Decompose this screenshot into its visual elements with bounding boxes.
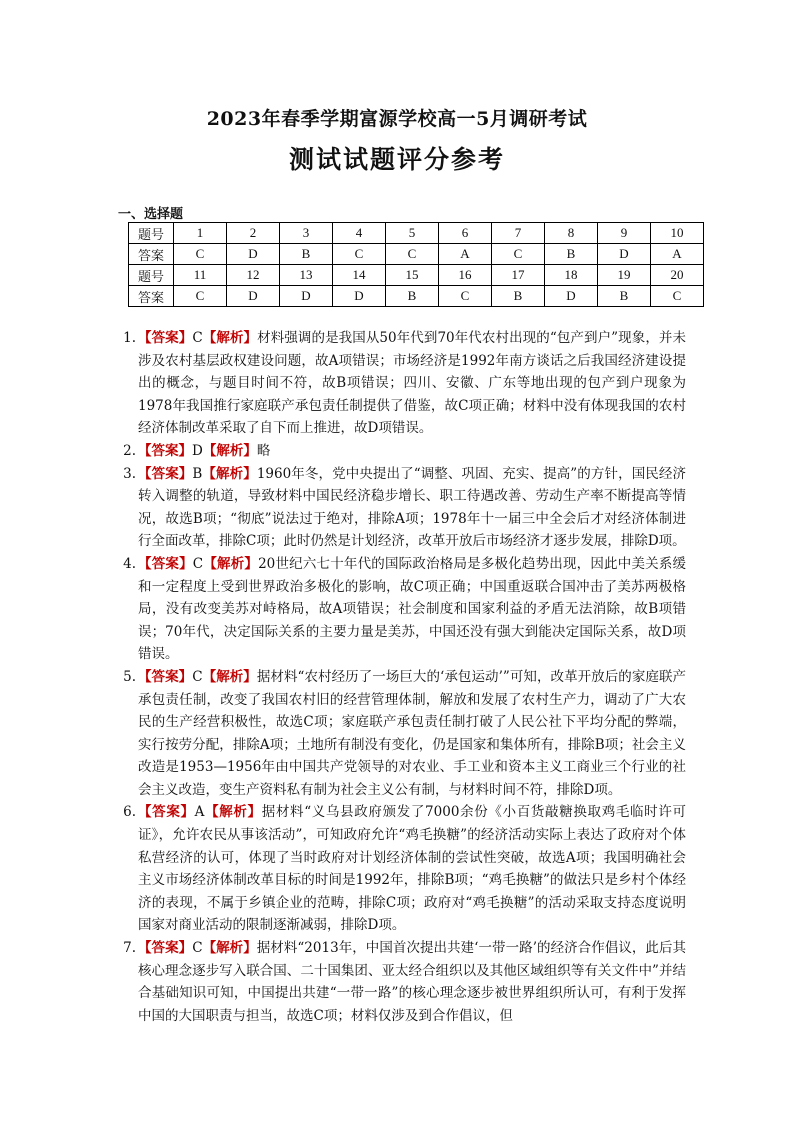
table-row-numbers-2 <box>129 265 704 286</box>
answer-tag: 【答案】 <box>138 668 193 685</box>
explanation-text: 材料强调的是我国从50年代到70年代农村出现的“包产到户”现象，并未涉及农村基层政权建设问题，故A项错误；市场经济是1992年南方谈话之后我国经济建设提出的概念，与题目时间不符，故B项错误；四川、安徽、广东等地出现的包产到户现象为1978年我国推行家庭联产承包责任制提供了借鉴，故C项正确；材料中没有体现我国的农村经济体制改革采取了自下而上推进，故D项错误。 <box>138 330 686 437</box>
question-number: 3. <box>123 465 136 482</box>
answer-letter: B <box>192 465 203 482</box>
answer-tag: 【答案】 <box>138 555 193 572</box>
question-number: 15 <box>386 265 439 286</box>
answer-cell: C <box>386 244 439 265</box>
table-row-answers-1 <box>129 244 704 265</box>
question-number: 17 <box>492 265 545 286</box>
question-number: 9 <box>598 223 651 244</box>
answer-letter: A <box>194 804 205 821</box>
answer-cell: D <box>227 244 280 265</box>
answer-tag: 【答案】 <box>138 442 192 459</box>
analysis-tag: 【解析】 <box>202 465 257 482</box>
answer-tag: 【答案】 <box>138 330 193 346</box>
answer-cell: D <box>545 286 598 307</box>
answer-cell: D <box>333 286 386 307</box>
explanation-text: 略 <box>256 442 271 459</box>
analysis-tag: 【解析】 <box>203 555 259 572</box>
answer-cell: D <box>598 244 651 265</box>
question-number: 3 <box>280 223 333 244</box>
question-number: 5 <box>386 223 439 244</box>
answer-letter: C <box>192 555 204 572</box>
explanation-text: 据材料“义乌县政府颁发了7000余份《小百货敲糖换取鸡毛临时许可证》，允许农民从事该活动”，可知政府允许“鸡毛换糖”的经济活动实际上表达了政府对个体私营经济的认可，体现了当时政府对计划经济体制的尝试性突破，故选A项；我国明确社会主义市场经济体制改革目标的时间是1992年，排除B项；“鸡毛换糖”的做法只是乡村个体经济的表现，不属于乡镇企业的范畴，排除C项；政府对“鸡毛换糖”的活动采取支持态度说明国家对商业活动的限制逐渐减弱，排除D项。 <box>138 804 687 934</box>
question-explanations <box>116 327 686 1027</box>
question-item <box>116 801 686 937</box>
question-number: 6. <box>123 804 136 821</box>
answer-letter: C <box>192 330 203 346</box>
question-item <box>116 553 686 666</box>
answer-cell: A <box>439 244 492 265</box>
explanation-text: 据材料“农村经历了一场巨大的‘承包运动’”可知，改革开放后的家庭联产承包责任制，改变了我国农村旧的经营管理体制，解放和发展了农村生产力，调动了广大农民的生产经营积极性，故选C项；家庭联产承包责任制打破了人民公社下平均分配的弊端，实行按劳分配，排除A项；土地所有制没有变化，仍是国家和集体所有，排除B项；社会主义改造是1953—1956年由中国共产党领导的对农业、手工业和资本主义工商业三个行业的社会主义改造，变生产资料私有制为社会主义公有制，与材料时间不符，排除D项。 <box>138 668 687 798</box>
answer-cell: B <box>386 286 439 307</box>
answer-cell: C <box>439 286 492 307</box>
answer-table <box>128 222 704 307</box>
question-number: 4. <box>123 555 136 572</box>
table-row-answers-2 <box>129 286 704 307</box>
explanation-text: 据材料“2013年，中国首次提出共建‘一带一路’的经济合作倡议，此后其核心理念逐步写入联合国、二十国集团、亚太经合组织以及其他区域组织等有关文件中”并结合基础知识可知，中国提出共建“一带一路”的核心理念逐步被世界组织所认可，有利于发挥中国的大国职责与担当，故选C项；材料仅涉及到合作倡议，但 <box>138 940 686 1024</box>
question-number: 10 <box>651 223 704 244</box>
table-row-numbers-1 <box>129 223 704 244</box>
analysis-tag: 【解析】 <box>202 442 257 459</box>
question-item <box>116 463 686 553</box>
analysis-tag: 【解析】 <box>204 804 262 821</box>
row-label: 题号 <box>129 223 174 244</box>
section-heading: 一、选择题 <box>118 207 184 222</box>
answer-tag: 【答案】 <box>138 804 195 821</box>
answer-letter: D <box>192 442 203 459</box>
question-number: 1. <box>123 330 136 346</box>
question-number: 13 <box>280 265 333 286</box>
question-number: 1 <box>174 223 227 244</box>
question-number: 19 <box>598 265 651 286</box>
question-number: 6 <box>439 223 492 244</box>
question-item <box>116 440 686 463</box>
question-number: 2. <box>123 442 136 459</box>
answer-letter: C <box>192 668 203 685</box>
answer-cell: C <box>333 244 386 265</box>
question-number: 12 <box>227 265 280 286</box>
answer-cell: A <box>651 244 704 265</box>
question-number: 11 <box>174 265 227 286</box>
answer-cell: C <box>492 244 545 265</box>
question-number: 4 <box>333 223 386 244</box>
question-number: 20 <box>651 265 704 286</box>
answer-cell: B <box>492 286 545 307</box>
analysis-tag: 【解析】 <box>202 940 257 957</box>
answer-cell: B <box>280 244 333 265</box>
answer-cell: D <box>280 286 333 307</box>
answer-cell: D <box>227 286 280 307</box>
question-item <box>116 327 686 440</box>
question-number: 16 <box>439 265 492 286</box>
answer-letter: C <box>192 940 203 957</box>
answer-tag: 【答案】 <box>138 940 193 957</box>
answer-cell: C <box>174 286 227 307</box>
question-item <box>116 666 686 802</box>
answer-cell: B <box>598 286 651 307</box>
question-number: 14 <box>333 265 386 286</box>
answer-cell: C <box>174 244 227 265</box>
question-item <box>116 937 686 1027</box>
question-number: 18 <box>545 265 598 286</box>
question-number: 7. <box>123 940 136 957</box>
question-number: 5. <box>123 668 136 685</box>
row-label: 答案 <box>129 286 174 307</box>
question-number: 2 <box>227 223 280 244</box>
explanation-text: 1960年冬，党中央提出了“调整、巩固、充实、提高”的方针，国民经济转入调整的轨道，导致材料中国民经济稳步增长、职工待遇改善、劳动生产率不断提高等情况，故选B项；“彻底”说法过于绝对，排除A项；1978年十一届三中全会后才对经济体制进行全面改革，排除C项；此时仍然是计划经济，改革开放后市场经济才逐步发展，排除D项。 <box>138 465 687 550</box>
question-number: 7 <box>492 223 545 244</box>
analysis-tag: 【解析】 <box>202 330 258 346</box>
answer-tag: 【答案】 <box>138 465 193 482</box>
answer-cell: C <box>651 286 704 307</box>
question-number: 8 <box>545 223 598 244</box>
exam-subtitle: 测试试题评分参考 <box>288 145 505 174</box>
row-label: 题号 <box>129 265 174 286</box>
explanation-text: 20世纪六七十年代的国际政治格局是多极化趋势出现，因此中美关系缓和一定程度上受到世界政治多极化的影响，故C项正确；中国重返联合国冲击了美苏两极格局，没有改变美苏对峙格局，故A项错误；社会制度和国家利益的矛盾无法消除，故B项错误；70年代，决定国际关系的主要力量是美苏，中国还没有强大到能决定国际关系，故D项错误。 <box>138 555 687 663</box>
analysis-tag: 【解析】 <box>202 668 257 685</box>
row-label: 答案 <box>129 244 174 265</box>
exam-title: 2023年春季学期富源学校高一5月调研考试 <box>206 108 588 130</box>
answer-cell: B <box>545 244 598 265</box>
